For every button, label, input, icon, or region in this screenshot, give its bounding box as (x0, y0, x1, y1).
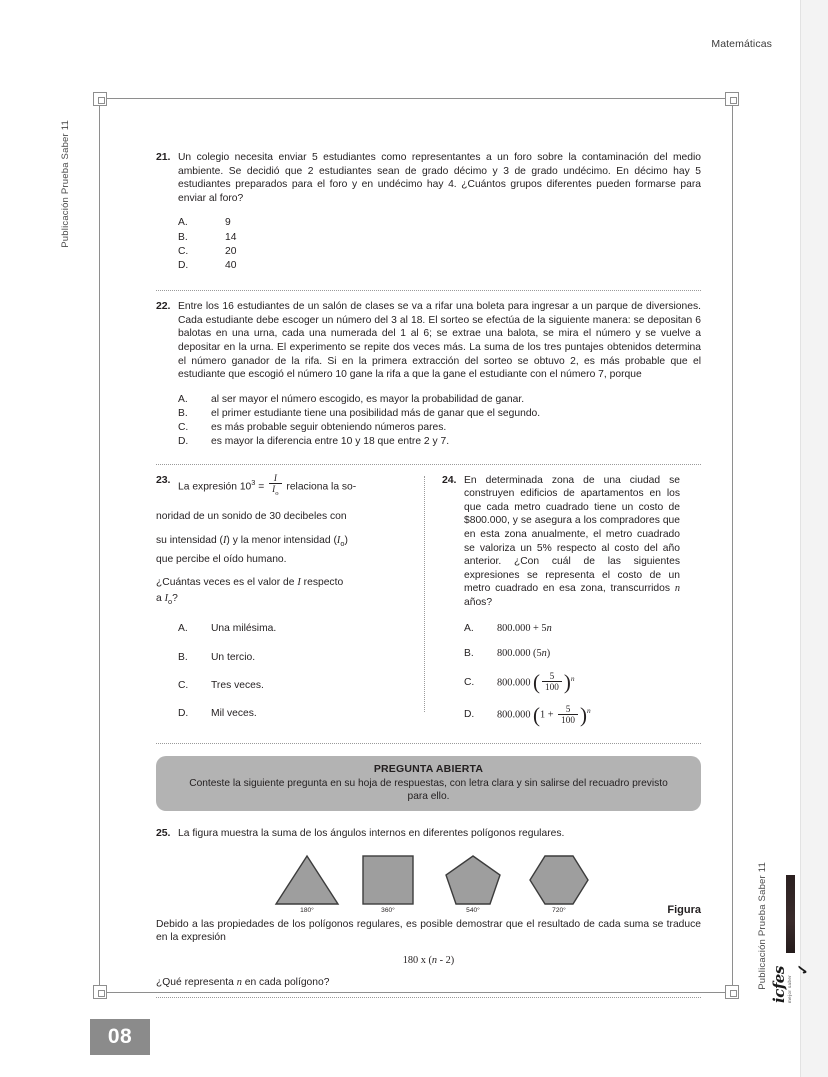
question-25 (156, 827, 701, 989)
question-23-line-3 (156, 534, 406, 551)
option-letter: C. (178, 245, 189, 257)
q23-subscript: o (340, 539, 345, 549)
question-23-line-6 (156, 592, 406, 609)
banner-title: PREGUNTA ABIERTA (373, 763, 484, 776)
q24-d-exponent: n (586, 706, 591, 716)
question-25-text: La figura muestra la suma de los ángulos internos en diferentes polígonos regulares. (178, 828, 565, 840)
option-row[interactable] (178, 651, 406, 665)
fraction-numerator: 5 (549, 671, 555, 682)
logo-wordmark: icfes (770, 966, 788, 1003)
option-text: Un tercio. (211, 651, 256, 663)
option-row[interactable] (178, 707, 406, 721)
subject-label: Matemáticas (711, 38, 772, 50)
question-content (156, 151, 701, 1007)
triangle-shape (274, 854, 340, 906)
expr-pre: 180 x ( (402, 954, 432, 966)
open-question-banner (156, 756, 701, 811)
logo-check-icon: ✓ (794, 963, 811, 976)
question-22 (156, 300, 701, 449)
right-paren: ) (563, 669, 571, 694)
question-23-line-5 (156, 576, 406, 590)
q23-symbol-i2: I (297, 577, 301, 589)
q24-d-inner: 1 + (540, 709, 557, 721)
hexagon-shape (528, 854, 590, 906)
fraction-numerator: I (273, 472, 277, 483)
option-letter: D. (178, 436, 189, 448)
option-letter: A. (178, 393, 188, 405)
question-23-options (178, 622, 406, 721)
question-24-number: 24. (442, 473, 457, 486)
option-row[interactable] (464, 622, 680, 636)
question-23 (156, 474, 418, 737)
crop-mark-top-left (93, 92, 107, 106)
option-letter: B. (178, 231, 188, 243)
icfes-logo (770, 875, 812, 1003)
left-paren: ( (533, 669, 541, 694)
option-letter: C. (464, 676, 475, 688)
q24-b-suffix: ) (546, 647, 551, 659)
question-25-text-2: Debido a las propiedades de los polígonos regulares, es posible demostrar que el resultado de cada suma se traduce en la expresión (156, 918, 701, 944)
figure-caption: Figura (667, 903, 701, 916)
polygons-figure (156, 850, 701, 916)
question-23-line-4: que percibe el oído humano. (156, 553, 287, 565)
option-row[interactable] (464, 704, 680, 726)
option-text: 14 (225, 231, 237, 243)
option-row[interactable] (178, 393, 701, 407)
question-23-line-2: noridad de un sonido de 30 decibeles con (156, 511, 347, 523)
option-letter: B. (178, 651, 188, 663)
q23-fraction (269, 473, 281, 499)
option-text (497, 669, 680, 694)
q24-c-fraction (542, 671, 562, 692)
option-row[interactable] (178, 259, 701, 273)
q23-exponent: 3 (251, 477, 256, 487)
option-text: el primer estudiante tiene una posibilidad más de ganar que el segundo. (211, 407, 541, 419)
option-text: es mayor la diferencia entre 10 y 18 que entre 2 y 7. (211, 436, 450, 448)
option-row[interactable] (178, 216, 701, 230)
option-text: al ser mayor el número escogido, es mayor la probabilidad de ganar. (211, 393, 525, 405)
option-letter: A. (178, 623, 188, 635)
option-text: es más probable seguir obteniendo números pares. (211, 422, 447, 434)
prompt-variable-n: n (236, 976, 242, 988)
option-text: 20 (225, 245, 237, 257)
option-row[interactable] (178, 421, 701, 435)
square-label: 360° (381, 906, 395, 914)
separator (156, 997, 701, 998)
option-letter: A. (178, 217, 188, 229)
option-text: 9 (225, 217, 231, 229)
q23-equals: = (255, 481, 268, 493)
fraction-denominator: 100 (542, 681, 562, 692)
crop-mark-bottom-right (725, 985, 739, 999)
option-row[interactable] (178, 435, 701, 449)
option-letter: A. (464, 622, 474, 634)
questions-23-24-block (156, 474, 701, 737)
question-24 (418, 474, 680, 737)
logo-text-group (770, 959, 792, 1003)
prompt-pre: ¿Qué representa (156, 976, 237, 988)
q23-text-post: relaciona la so- (283, 481, 357, 493)
option-letter: C. (178, 679, 189, 691)
q23-l6-b: ? (172, 592, 178, 604)
fraction-denominator (269, 483, 281, 499)
separator (156, 464, 701, 465)
option-text: Mil veces. (211, 708, 257, 720)
prompt-post: en cada polígono? (241, 976, 330, 988)
question-23-line-1 (178, 474, 406, 500)
separator (156, 743, 701, 744)
square-shape (361, 854, 415, 906)
option-row[interactable] (178, 679, 406, 693)
hexagon-label: 720° (552, 906, 566, 914)
logo-bar (786, 875, 795, 953)
q24-text-post: años? (464, 596, 493, 608)
option-row[interactable] (178, 231, 701, 245)
q23-symbol-i3: I (164, 592, 169, 604)
option-text (497, 647, 680, 661)
option-row[interactable] (178, 407, 701, 421)
q24-a-base: 800.000 + 5 (497, 622, 547, 634)
option-text (497, 622, 680, 636)
crop-mark-top-right (725, 92, 739, 106)
option-row[interactable] (178, 245, 701, 259)
question-25-prompt (156, 976, 701, 990)
pentagon-label: 540° (466, 906, 480, 914)
q24-d-fraction (558, 704, 578, 725)
option-row[interactable] (178, 622, 406, 636)
question-21-text: Un colegio necesita enviar 5 estudiantes como representantes a un foro sobre la contaminación del medio ambiente. Se decidió que 2 estudiantes sean de grado décimo y 3 de grado undécimo. En décimo hay 5 estudiantes preparados para el foro y en undécimo hay 4. ¿Cuántos grupos diferentes pueden formarse para enviar al foro? (178, 152, 701, 204)
q23-l5-a: ¿Cuántas veces es el valor de (156, 577, 298, 589)
q24-b-var: n (541, 647, 547, 659)
option-row[interactable] (464, 647, 680, 661)
option-letter: D. (178, 259, 189, 271)
q23-text-pre: La expresión 10 (178, 481, 252, 493)
q24-c-base: 800.000 (497, 677, 531, 689)
question-24-text (464, 474, 680, 610)
option-letter: B. (178, 407, 188, 419)
q23-l3-b: ) y la menor intensidad ( (226, 534, 337, 546)
q24-text-pre: En determinada zona de una ciudad se construyen edificios de apartamentos en los que cada metro cuadrado tiene un costo de $800.000, y se asegura a los compradores que en esta zona anualmente, el metro cuadrado se valoriza un 5% respecto al costo del año anterior. ¿Con cuál de las siguientes expresiones se representa el costo de un metro cuadrado en esa zona, transcurridos (464, 474, 680, 595)
page-number-box (90, 1019, 150, 1055)
expr-post: - 2) (437, 954, 455, 966)
column-divider (424, 476, 425, 712)
question-21 (156, 151, 701, 273)
page-number-text: 08 (107, 1025, 133, 1048)
left-paren: ( (533, 702, 541, 727)
option-text: Una milésima. (211, 623, 277, 635)
triangle-label: 180° (300, 906, 314, 914)
question-21-options (178, 216, 701, 273)
option-text: Tres veces. (211, 679, 264, 691)
question-22-options (178, 393, 701, 450)
q23-subscript-2: o (168, 596, 173, 606)
question-22-number: 22. (156, 300, 171, 313)
q23-l5-b: respecto (300, 577, 344, 589)
option-letter: C. (178, 422, 189, 434)
q24-a-var: n (546, 622, 552, 634)
side-caption-left: Publicación Prueba Saber 11 (60, 120, 71, 248)
q23-l6-a: a (156, 592, 165, 604)
expr-variable-n: n (431, 954, 438, 966)
question-25-expression (156, 954, 701, 968)
option-row[interactable] (464, 669, 680, 694)
q24-b-base: 800.000 (5 (497, 647, 542, 659)
q24-variable-n: n (674, 583, 680, 595)
question-21-number: 21. (156, 151, 171, 163)
denominator-subscript: o (275, 489, 279, 497)
q23-symbol-i0: I (336, 534, 341, 546)
crop-mark-bottom-left (93, 985, 107, 999)
question-23-number: 23. (156, 473, 171, 486)
logo-tagline: mejor saber (787, 974, 792, 1003)
fraction-numerator: 5 (565, 704, 571, 715)
q23-l3-c: ) (344, 534, 348, 546)
q24-d-base: 800.000 (497, 709, 531, 721)
question-22-text: Entre los 16 estudiantes de un salón de clases se va a rifar una boleta para ingresar a un parque de diversiones. Cada estudiante debe escoger un número del 3 al 18. El sorteo se efectúa de la siguiente manera: se depositan 6 balotas en una urna, cada una numerada del 1 al 6; se extrae una balota, se mira el número y se vuelve a depositar en la urna. El experimento se repite dos veces más. La suma de los tres puntajes obtenidos determina el número ganador de la rifa. Si en la primera extracción del sorteo se obtuvo 2, es más probable que el estudiante que escogió el número 10 gane la rifa a que la gane el estudiante con el número 7, porque (178, 301, 701, 381)
question-25-number: 25. (156, 827, 171, 840)
right-paren: ) (579, 702, 587, 727)
pentagon-shape (444, 854, 502, 906)
option-text: 40 (225, 259, 237, 271)
q23-l3-a: su intensidad ( (156, 534, 223, 546)
q23-symbol-i: I (222, 534, 227, 546)
question-24-options (464, 622, 680, 727)
option-letter: D. (464, 709, 475, 721)
side-caption-right: Publicación Prueba Saber 11 (757, 862, 768, 990)
q24-c-exponent: n (570, 673, 575, 683)
option-letter: D. (178, 708, 189, 720)
option-letter: B. (464, 647, 474, 659)
denominator-symbol: I (272, 483, 276, 494)
page-frame (99, 98, 733, 993)
fraction-denominator: 100 (558, 714, 578, 725)
option-text (497, 704, 680, 726)
separator (156, 290, 701, 291)
banner-text: Conteste la siguiente pregunta en su hoja de respuestas, con letra clara y sin salirse del recuadro previsto para ello. (189, 778, 668, 803)
